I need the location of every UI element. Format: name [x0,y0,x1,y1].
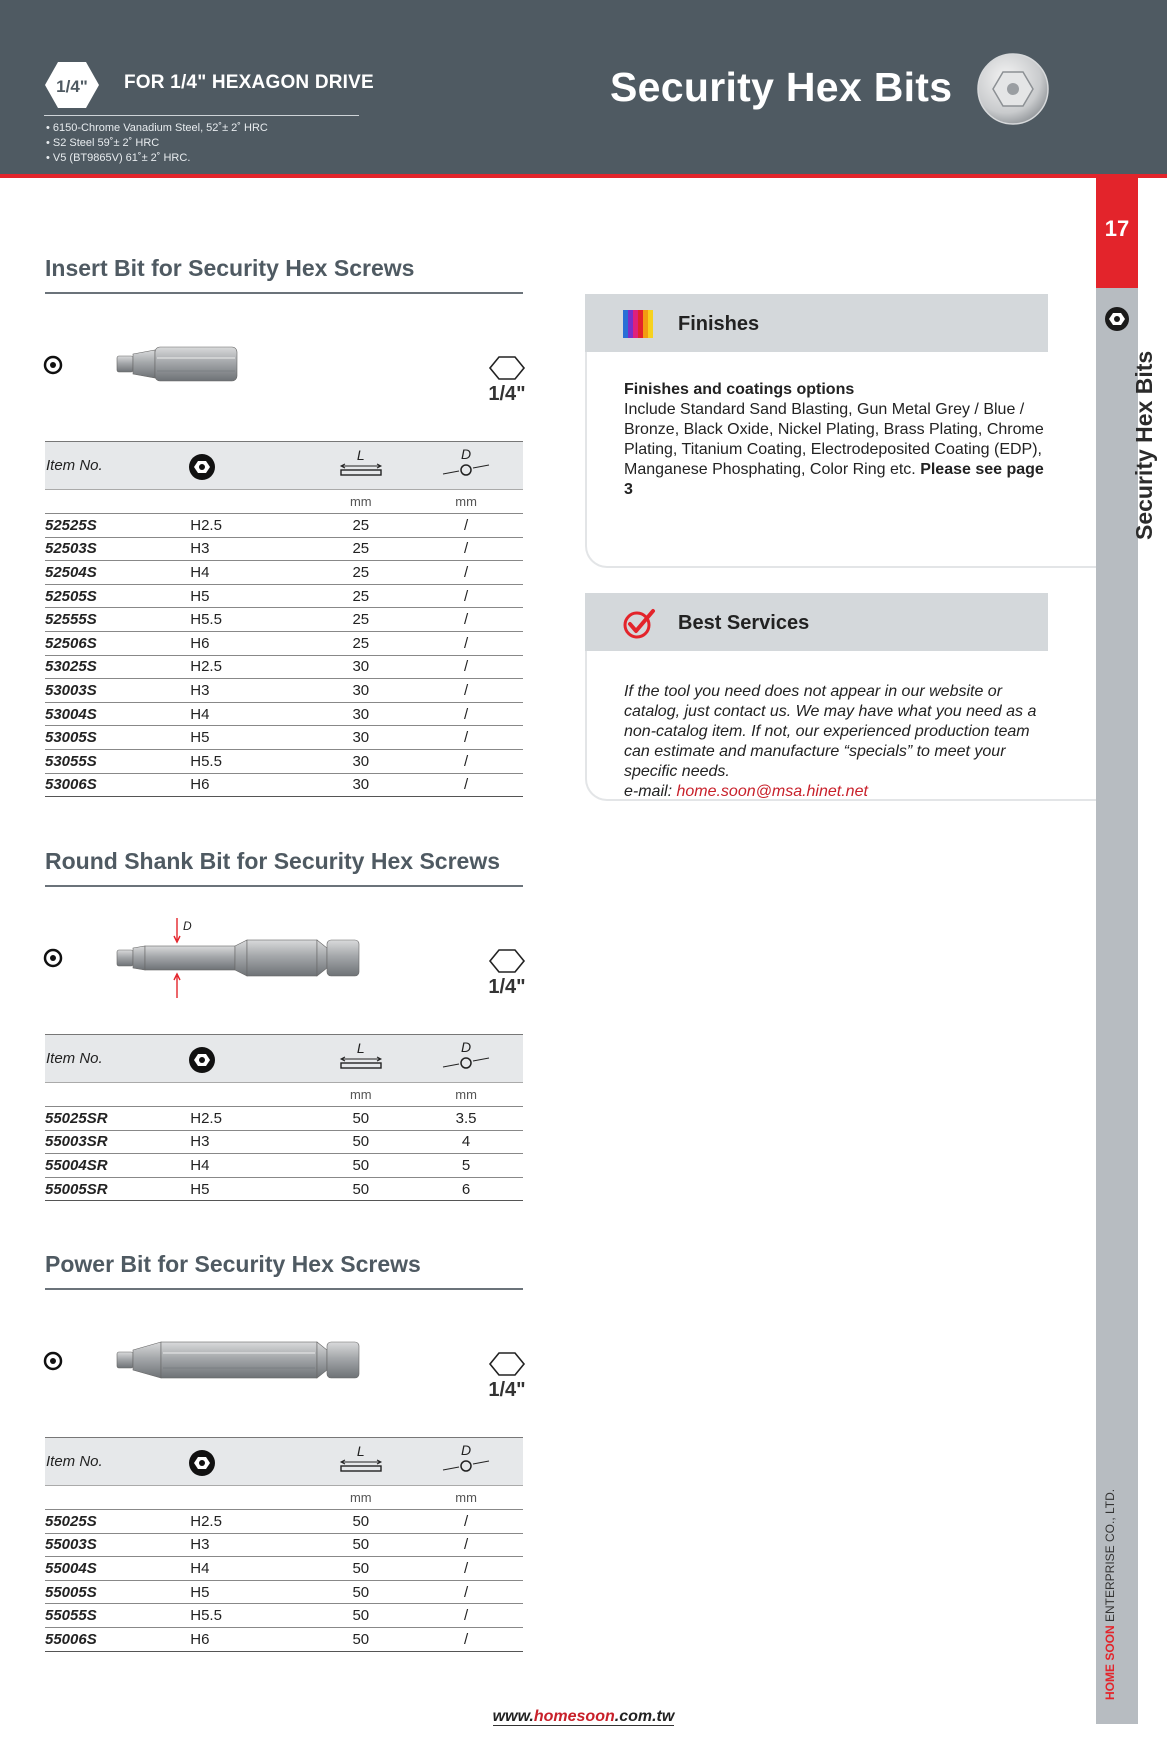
finishes-title: Finishes [678,313,760,335]
unit-diameter: mm [409,1083,523,1107]
item-number: 53005S [45,726,187,750]
length-value: 30 [312,773,409,797]
diameter-value: / [409,608,523,632]
col-diameter: D [409,442,523,490]
checkmark-icon [622,608,656,640]
col-item-no: Item No. [46,457,103,474]
item-number: 55006S [45,1627,187,1651]
diameter-value: / [409,1580,523,1604]
section-rule [45,1288,523,1290]
diameter-value: / [409,514,523,538]
unit-diameter: mm [409,1486,523,1510]
length-value: 30 [312,726,409,750]
tip-size-icon [187,1448,217,1478]
tip-size: H5 [187,584,312,608]
item-number: 53003S [45,679,187,703]
length-value: 50 [312,1154,409,1178]
table-row [45,1107,523,1131]
length-icon [338,1056,384,1070]
diameter-value: / [409,1557,523,1581]
page-number: 17 [1104,216,1130,241]
col-length: L [312,1035,409,1083]
tip-size-icon [187,1045,217,1075]
hex-drive-badge-icon [44,60,100,110]
table-row [45,1627,523,1651]
drive-title: FOR 1/4" HEXAGON DRIVE [124,72,374,93]
item-number: 52503S [45,537,187,561]
length-value: 50 [312,1627,409,1651]
tip-size: H3 [187,1130,312,1154]
length-value: 30 [312,679,409,703]
length-value: 50 [312,1107,409,1131]
col-item-no: Item No. [46,1050,103,1067]
finishes-body: Include Standard Sand Blasting, Gun Metal Grey / Blue / Bronze, Black Oxide, Nickel Plating, Brass Plating, Chrome Plating, Titanium Coating, Electrodeposited Coating (EDP), Manganese Phosphating, Color Ring etc. [624,401,1044,478]
col-length: L [312,442,409,490]
diameter-value: / [409,631,523,655]
tip-size: H2.5 [187,514,312,538]
item-number: 55004SR [45,1154,187,1178]
page-title: Security Hex Bits [610,64,953,110]
length-value: 30 [312,702,409,726]
unit-diameter: mm [409,490,523,514]
company-brand: HOME SOON [1103,1625,1117,1700]
unit-length: mm [312,1486,409,1510]
spec-line: • 6150-Chrome Vanadium Steel, 52˚± 2˚ HRC [46,122,268,134]
col-length: L [312,1438,409,1486]
finishes-subtitle: Finishes and coatings options [624,381,855,398]
hex-drive-size [487,1351,527,1399]
table-row [45,1177,523,1201]
email-label: e-mail: [624,783,677,800]
company-name [1103,1490,1117,1700]
col-item-no: Item No. [46,1453,103,1470]
diameter-icon [441,462,491,478]
item-number: 55005SR [45,1177,187,1201]
diameter-value: / [409,679,523,703]
diameter-value: 6 [409,1177,523,1201]
diameter-value: 4 [409,1130,523,1154]
color-swatch-icon [623,310,653,338]
item-number: 52505S [45,584,187,608]
section-title-insert-bit: Insert Bit for Security Hex Screws [45,255,415,281]
round-shank-bit-image [115,916,365,1000]
diameter-icon [441,1055,491,1071]
item-number: 55004S [45,1557,187,1581]
table-row [45,1604,523,1628]
length-value: 50 [312,1510,409,1534]
security-hex-socket-icon [976,52,1050,126]
diameter-value: / [409,702,523,726]
finishes-header [585,294,1048,352]
length-value: 50 [312,1557,409,1581]
diameter-value: 5 [409,1154,523,1178]
diameter-value: 3.5 [409,1107,523,1131]
table-row [45,1154,523,1178]
unit-length: mm [312,490,409,514]
length-value: 50 [312,1130,409,1154]
hex-drive-size [487,948,527,996]
insert-bit-table [45,441,523,797]
length-value: 50 [312,1533,409,1557]
power-bit-image [115,1338,365,1382]
table-row [45,1557,523,1581]
section-title-round-shank: Round Shank Bit for Security Hex Screws [45,848,501,874]
insert-bit-image [115,344,245,384]
diameter-value: / [409,726,523,750]
tip-size: H4 [187,702,312,726]
diameter-value: / [409,537,523,561]
item-number: 55025S [45,1510,187,1534]
svg-text:1/4": 1/4" [56,77,88,96]
length-value: 25 [312,608,409,632]
table-row [45,1510,523,1534]
tip-size: H6 [187,773,312,797]
page-number-tab [1096,178,1138,288]
item-number: 55003S [45,1533,187,1557]
security-hex-tip-icon [43,355,63,375]
svg-text:D: D [183,919,192,933]
item-number: 53025S [45,655,187,679]
item-number: 52506S [45,631,187,655]
services-body: If the tool you need does not appear in our website or catalog, just contact us. We may have what you need as a non-catalog item. If not, our experienced production team can estimate and manufacture “specials” to meet your specific needs. [624,683,1037,780]
side-section-title: Security Hex Bits [1131,350,1157,540]
hexagon-icon [487,355,527,381]
unit-length: mm [312,1083,409,1107]
round-shank-bit-table [45,1034,523,1201]
length-value: 25 [312,561,409,585]
tip-size: H3 [187,1533,312,1557]
length-icon [338,463,384,477]
table-row [45,726,523,750]
table-row [45,631,523,655]
diameter-value: / [409,561,523,585]
table-row [45,773,523,797]
power-bit-table [45,1437,523,1652]
table-row [45,1580,523,1604]
table-row [45,608,523,632]
item-number: 55025SR [45,1107,187,1131]
length-value: 50 [312,1177,409,1201]
tip-size: H5 [187,726,312,750]
security-hex-icon [1104,306,1130,332]
table-row [45,514,523,538]
services-title: Best Services [678,612,810,634]
col-tip [187,1438,312,1486]
diameter-value: / [409,584,523,608]
diameter-value: / [409,1510,523,1534]
item-number: 53055S [45,749,187,773]
company-suffix: ENTERPRISE CO., LTD. [1103,1488,1117,1626]
length-value: 25 [312,537,409,561]
item-number: 52555S [45,608,187,632]
tip-size: H5 [187,1177,312,1201]
section-rule [45,292,523,294]
header-rule [44,115,359,116]
diameter-value: / [409,1604,523,1628]
hexagon-icon [487,948,527,974]
length-value: 30 [312,749,409,773]
tip-size: H2.5 [187,655,312,679]
tip-size-icon [187,452,217,482]
tip-size: H4 [187,1154,312,1178]
email-link[interactable]: home.soon@msa.hinet.net [676,783,868,800]
tip-size: H4 [187,561,312,585]
tip-size: H3 [187,537,312,561]
material-specs [46,121,268,166]
tip-size: H2.5 [187,1510,312,1534]
item-number: 53006S [45,773,187,797]
table-row [45,537,523,561]
spec-line: • S2 Steel 59˚± 2˚ HRC [46,137,160,149]
tip-size: H5.5 [187,749,312,773]
diameter-value: / [409,655,523,679]
table-row [45,702,523,726]
length-value: 30 [312,655,409,679]
col-diameter: D [409,1438,523,1486]
item-number: 52525S [45,514,187,538]
tip-size: H6 [187,1627,312,1651]
tip-size: H2.5 [187,1107,312,1131]
security-hex-tip-icon [43,948,63,968]
diameter-value: / [409,1533,523,1557]
item-number: 52504S [45,561,187,585]
security-hex-tip-icon [43,1351,63,1371]
diameter-value: / [409,749,523,773]
spec-line: • V5 (BT9865V) 61˚± 2˚ HRC. [46,152,191,164]
diameter-value: / [409,773,523,797]
col-diameter: D [409,1035,523,1083]
hex-size-label: 1/4" [488,383,526,405]
header-divider [0,174,1167,178]
length-icon [338,1459,384,1473]
col-tip [187,442,312,490]
table-row [45,1130,523,1154]
table-row [45,655,523,679]
tip-size: H5.5 [187,608,312,632]
hex-size-label: 1/4" [488,976,526,998]
table-row [45,679,523,703]
services-header [585,593,1048,651]
length-value: 50 [312,1580,409,1604]
table-row [45,584,523,608]
item-number: 55055S [45,1604,187,1628]
section-rule [45,885,523,887]
item-number: 53004S [45,702,187,726]
finishes-text [624,380,1054,500]
hex-drive-size [487,355,527,403]
hex-size-label: 1/4" [488,1379,526,1401]
tip-size: H5.5 [187,1604,312,1628]
table-row [45,1533,523,1557]
services-text [624,682,1054,802]
tip-size: H4 [187,1557,312,1581]
item-number: 55005S [45,1580,187,1604]
tip-size: H6 [187,631,312,655]
hexagon-icon [487,1351,527,1377]
tip-size: H5 [187,1580,312,1604]
finishes-see-page: Please see page 3 [624,461,1044,498]
diameter-value: / [409,1627,523,1651]
section-title-power-bit: Power Bit for Security Hex Screws [45,1251,421,1277]
length-value: 50 [312,1604,409,1628]
diameter-icon [441,1458,491,1474]
tip-size: H3 [187,679,312,703]
website-url[interactable]: www.homesoon.com.tw [492,1708,675,1725]
length-value: 25 [312,631,409,655]
item-number: 55003SR [45,1130,187,1154]
col-tip [187,1035,312,1083]
length-value: 25 [312,584,409,608]
length-value: 25 [312,514,409,538]
table-row [45,749,523,773]
table-row [45,561,523,585]
